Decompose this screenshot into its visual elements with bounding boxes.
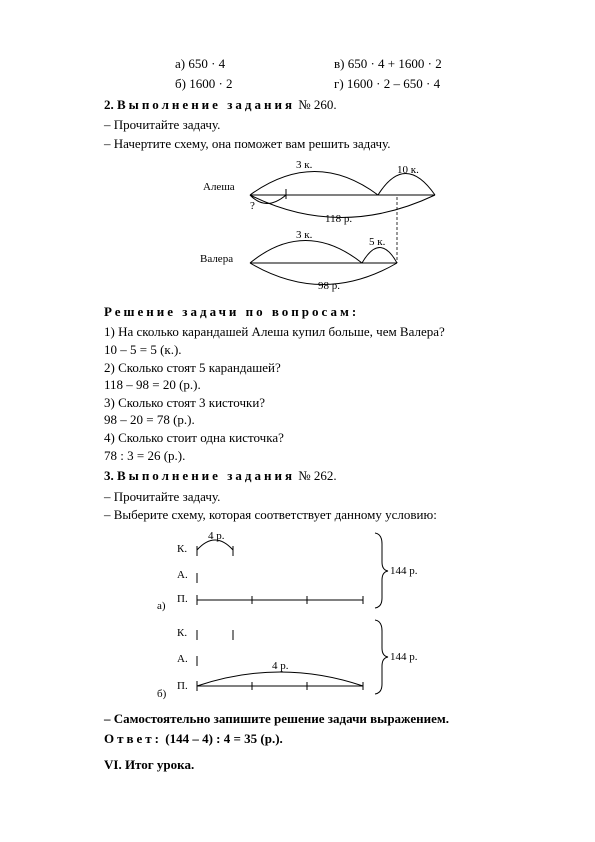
heading-task-number: № 260. <box>298 97 337 112</box>
expression-v: в) 650 · 4 + 1600 · 2 <box>334 56 442 71</box>
heading-number: 3. <box>104 468 114 483</box>
answer-label: Ответ: <box>104 731 163 746</box>
scheme-a-label: а) <box>157 600 166 612</box>
a-total-label: 144 р. <box>390 565 418 577</box>
heading-number: 2. <box>104 97 114 112</box>
question-1: 1) На сколько карандашей Алеша купил больше, чем Валера? <box>104 324 445 339</box>
answer-3: 98 – 20 = 78 (р.). <box>104 412 195 427</box>
valera-label: Валера <box>200 253 234 265</box>
b-row-a-label: А. <box>177 653 188 665</box>
alesha-question-label: ? <box>250 200 255 212</box>
expression-a: а) 650 · 4 <box>175 56 226 71</box>
instruction-write-expression: – Самостоятельно запишите решение задачи выражением. <box>104 711 449 726</box>
instruction-draw: – Начертите схему, она поможет вам решить задачу. <box>104 136 391 151</box>
expression-b: б) 1600 · 2 <box>175 76 233 91</box>
question-2: 2) Сколько стоят 5 карандашей? <box>104 360 281 375</box>
expression-g: г) 1600 · 2 – 650 · 4 <box>334 76 441 91</box>
answer-line <box>104 731 283 747</box>
a-row-a-label: А. <box>177 569 188 581</box>
valera-total-label: 98 р. <box>318 280 340 292</box>
a-row-k-label: К. <box>177 543 188 555</box>
lesson-summary-heading: VI. Итог урока. <box>104 757 195 772</box>
scheme-b-label: б) <box>157 688 167 700</box>
heading-task-number: № 262. <box>298 468 337 483</box>
alesha-total-label: 118 р. <box>325 213 353 225</box>
alesha-seg2-label: 10 к. <box>397 164 419 176</box>
alesha-label: Алеша <box>203 181 235 193</box>
a-row-p-label: П. <box>177 593 188 605</box>
heading-spaced-text: Выполнение задания <box>117 468 296 483</box>
answer-1: 10 – 5 = 5 (к.). <box>104 342 182 357</box>
question-3: 3) Сколько стоят 3 кисточки? <box>104 395 266 410</box>
b-total-brace <box>375 620 388 694</box>
a-total-brace <box>375 533 388 608</box>
instruction-read-2: – Прочитайте задачу. <box>104 489 221 504</box>
b-row-k-label: К. <box>177 627 188 639</box>
solution-heading: Решение задачи по вопросам: <box>104 304 360 319</box>
heading-spaced-text: Выполнение задания <box>117 97 296 112</box>
b-arc-label: 4 р. <box>272 660 289 672</box>
a-arc-label: 4 р. <box>208 530 225 542</box>
instruction-read: – Прочитайте задачу. <box>104 117 221 132</box>
answer-4: 78 : 3 = 26 (р.). <box>104 448 186 463</box>
b-total-label: 144 р. <box>390 651 418 663</box>
valera-seg1-label: 3 к. <box>296 229 313 241</box>
alesha-seg1-label: 3 к. <box>296 159 313 171</box>
b-p-arc <box>197 672 363 686</box>
question-4: 4) Сколько стоит одна кисточка? <box>104 430 284 445</box>
b-row-p-label: П. <box>177 680 188 692</box>
valera-seg2-label: 5 к. <box>369 236 386 248</box>
instruction-choose: – Выберите схему, которая соответствует данному условию: <box>104 507 437 522</box>
answer-2: 118 – 98 = 20 (р.). <box>104 377 201 392</box>
answer-value: (144 – 4) : 4 = 35 (р.). <box>165 731 283 746</box>
